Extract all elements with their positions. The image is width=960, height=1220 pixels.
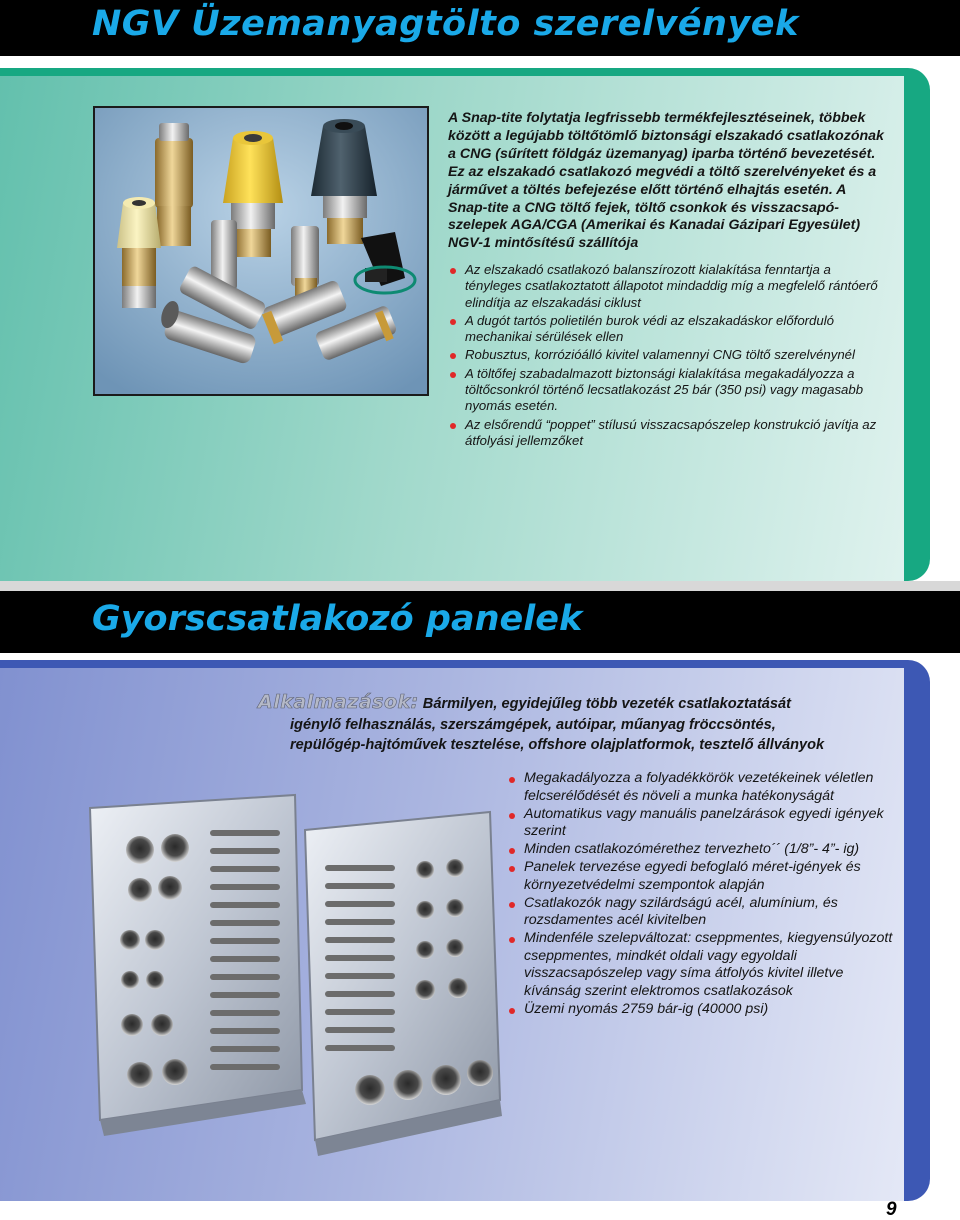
list-item: A dugót tartós polietilén burok védi az elszakadáskor előforduló mechanikai sérülések ellen bbox=[448, 313, 888, 346]
list-item: Minden csatlakozómérethez tervezheto´´ (1/8”- 4”- ig) bbox=[507, 841, 897, 859]
list-item: Automatikus vagy manuális panelzárások egyedi igények szerint bbox=[507, 806, 897, 841]
list-item: Megakadályozza a folyadékkörök vezetékeinek véletlen felcserélődését és növeli a munka hatékonyságát bbox=[507, 770, 897, 805]
page-number: 9 bbox=[886, 1199, 897, 1220]
section1-title: NGV Üzemanyagtölto szerelvények bbox=[92, 4, 799, 44]
cng-fittings-illustration bbox=[95, 108, 429, 396]
list-item: Panelek tervezése egyedi befoglaló méret-igények és környezetvédelmi szempontok alapján bbox=[507, 859, 897, 894]
list-item: Robusztus, korrózióálló kivitel valamennyi CNG töltő szerelvénynél bbox=[448, 347, 888, 363]
section1-title-bar bbox=[0, 0, 960, 56]
applications-line-3: repülőgép-hajtóművek tesztelése, offshore olajplatformok, tesztelő állványok bbox=[290, 737, 825, 754]
list-item: Üzemi nyomás 2759 bár-ig (40000 psi) bbox=[507, 1001, 897, 1019]
applications-line-2: igénylő felhasználás, szerszámgépek, autóipar, műanyag fröccsöntés, bbox=[290, 716, 776, 733]
list-item: Az elszakadó csatlakozó balanszírozott kialakítása fenntartja a tényleges csatlakoztatott állapotot mindaddig míg a megfelelő rántóerő elindítja az elszakadási ciklust bbox=[448, 262, 888, 311]
section2-title: Gyorscsatlakozó panelek bbox=[92, 599, 583, 639]
list-item: Mindenféle szelepváltozat: cseppmentes, kiegyensúlyozott cseppmentes, mindkét oldali vagy egyoldali visszacsapószelep vagy síma átfolyós kivitel illetve kívánság szerint elektromos csatlakozások bbox=[507, 930, 897, 1000]
applications-line-1: Bármilyen, egyidejűleg több vezeték csatlakoztatását bbox=[422, 696, 792, 712]
cng-fittings-photo bbox=[93, 106, 429, 396]
quick-connect-panels-illustration bbox=[70, 790, 510, 1180]
applications-text bbox=[258, 692, 908, 756]
section2-bullet-list bbox=[507, 770, 897, 1019]
section1-intro-text: A Snap-tite folytatja legfrissebb termékfejlesztéseinek, többek között a legújabb töltőtömlő biztonsági elszakadó csatlakozónak a CNG (sűrített földgáz üzemanyag) iparba történő bevezetését. Ez az elszakadó csatlakozó megvédi a töltő szerelvényeket és a járművet a töltés befejezése előtt történő elhajtás esetén. A Snap-tite a CNG töltő fejek, töltő csonkok és visszacsapó-szelepek AGA/CGA (Amerikai és Kanadai Gázipari Egyesület) NGV-1 mintősítésű szállítója bbox=[448, 110, 884, 252]
quick-connect-panels-photo bbox=[70, 790, 510, 1180]
list-item: Az elsőrendű “poppet” stílusú visszacsapószelep konstrukció javítja az átfolyási jellemzőket bbox=[448, 417, 888, 450]
list-item: Csatlakozók nagy szilárdságú acél, alumínium, és rozsdamentes acél kivitelben bbox=[507, 895, 897, 930]
applications-label: Alkalmazások: bbox=[258, 691, 419, 713]
section-divider bbox=[0, 581, 960, 591]
section2-title-bar bbox=[0, 591, 960, 653]
section1-bullet-list bbox=[448, 262, 888, 451]
list-item: A töltőfej szabadalmazott biztonsági kialakítása megakadályozza a töltőcsonkról történő lecsatlakozást 25 bár (350 psi) vagy magasabb nyomás esetén. bbox=[448, 366, 888, 415]
